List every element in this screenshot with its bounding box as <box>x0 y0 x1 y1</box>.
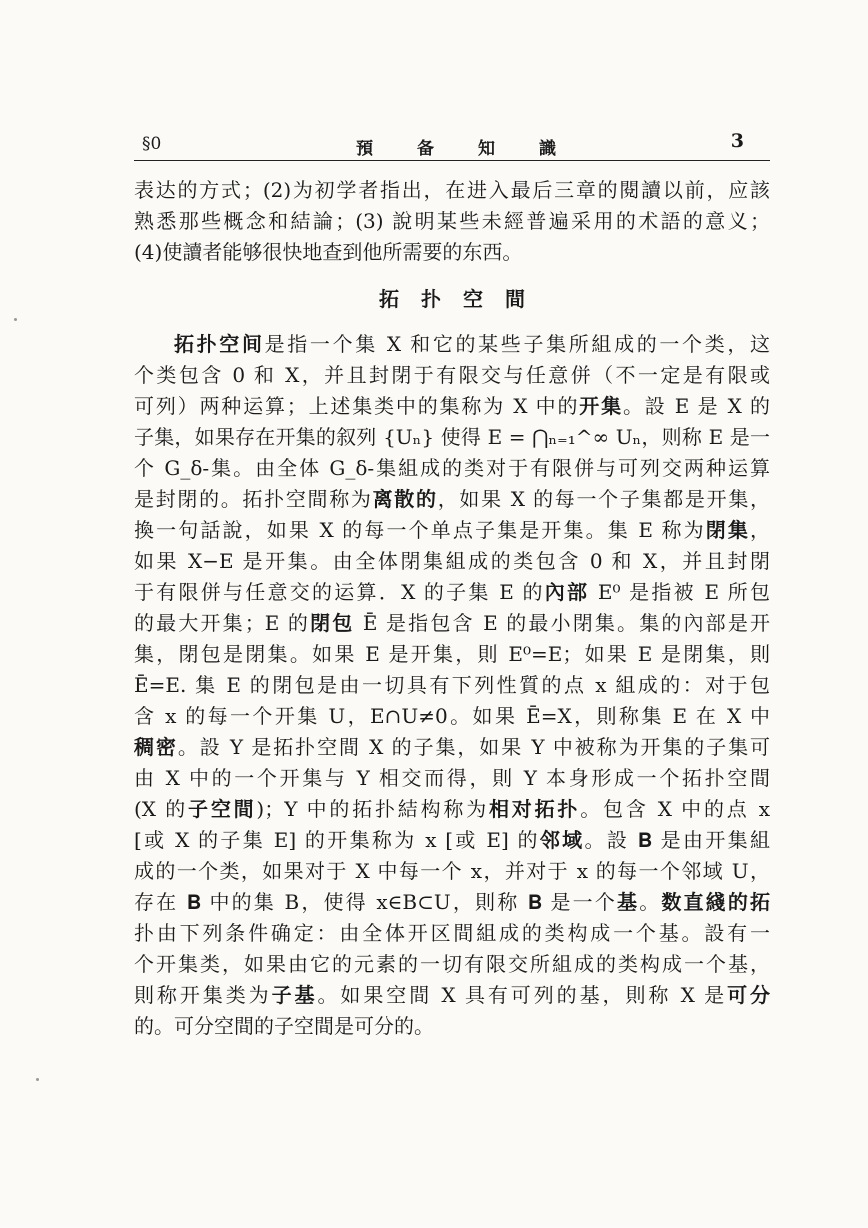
text-run: 。設 Y 是拓扑空間 X 的子集，如果 Y 中被称为开集的子集可 <box>177 735 770 759</box>
term-bold: 閉包 <box>310 611 355 635</box>
text-run: [或 X 的子集 E] 的开集称为 x [或 E] 的 <box>134 828 540 852</box>
body-line <box>134 453 770 484</box>
body-line <box>134 360 770 391</box>
body-line <box>134 856 770 887</box>
term-bold: 子基 <box>271 983 318 1007</box>
text-run: E⁰ 是指被 E 所包 <box>589 580 770 604</box>
text-run: 。設 𝐁 是由开集組 <box>584 828 770 852</box>
body-line <box>134 484 770 515</box>
text-run: )；Y 中的拓扑結构称为 <box>256 797 489 821</box>
body-line <box>134 515 770 546</box>
body-line <box>134 732 770 763</box>
term-bold: 稠密 <box>134 735 178 759</box>
text-run: 。設 E 是 X 的 <box>622 394 770 418</box>
book-page <box>134 126 770 1042</box>
margin-speck <box>14 318 17 321</box>
text-run: 。包含 X 中的点 x <box>580 797 770 821</box>
definitions-paragraph <box>134 329 770 1042</box>
intro-line: 熟悉那些概念和結論；(3) 說明某些未經普遍采用的术語的意义； <box>134 209 770 233</box>
text-run: 个类包含 0 和 X，并且封閉于有限交与任意併（不一定是有限或 <box>134 363 770 387</box>
text-run: 含 x 的每一个开集 U，E∩U≠0。如果 Ē=X，則称集 E 在 X 中 <box>134 704 770 728</box>
text-run: ， <box>750 518 770 542</box>
text-run: 子集，如果存在开集的叙列 {Uₙ} 使得 E = ⋂ₙ₌₁^∞ Uₙ，则称 E 是一 <box>134 425 770 449</box>
body-line <box>134 670 770 701</box>
body-line <box>134 794 770 825</box>
body-line <box>134 608 770 639</box>
text-run: 成的一个类，如果对于 X 中每一个 x，并对于 x 的每一个邻域 U， <box>134 859 770 883</box>
body-line <box>134 1011 770 1042</box>
text-run: 可列）两种运算；上述集类中的集称为 X 中的 <box>134 394 580 418</box>
text-run: 如果 X−E 是开集。由全体閉集組成的类包含 0 和 X，并且封閉 <box>134 549 770 573</box>
text-run: 个开集类，如果由它的元素的一切有限交所組成的类构成一个基， <box>134 952 770 976</box>
text-run: 是封閉的。拓扑空間称为 <box>134 487 373 511</box>
text-run: 則称开集类为 <box>134 983 272 1007</box>
text-run: 扑由下列条件确定：由全体开区間組成的类构成一个基。設有一 <box>134 921 770 945</box>
body-line <box>134 980 770 1011</box>
text-run: 換一句話說，如果 X 的每一个单点子集是开集。集 E 称为 <box>134 518 706 542</box>
text-run: 是指一个集 X 和它的某些子集所組成的一个类，这 <box>264 332 770 356</box>
term-bold: 离散的 <box>372 487 438 511</box>
margin-speck <box>36 1078 39 1081</box>
term-bold: 基 <box>617 890 640 914</box>
body-line <box>134 887 770 918</box>
intro-paragraph <box>134 175 770 268</box>
section-heading: 拓扑空間 <box>379 287 547 311</box>
page-number: 3 <box>730 130 744 152</box>
body-line <box>134 949 770 980</box>
text-run: ，如果 X 的每一个子集都是开集， <box>437 487 770 511</box>
text-run: 的。可分空間的子空間是可分的。 <box>134 1014 434 1038</box>
term-bold: 开集 <box>579 394 623 418</box>
text-run: 。 <box>639 890 662 914</box>
text-run: 集，閉包是閉集。如果 E 是开集，則 E⁰=E；如果 E 是閉集，則 <box>134 642 770 666</box>
body-line <box>134 701 770 732</box>
body-line <box>134 639 770 670</box>
body-line <box>134 422 770 453</box>
body-line <box>134 546 770 577</box>
term-bold: 閉集 <box>705 518 750 542</box>
intro-line: (4)使讀者能够很快地查到他所需要的东西。 <box>134 240 523 264</box>
term-bold: 可分 <box>727 983 770 1007</box>
text-run: 。如果空間 X 具有可列的基，則称 X 是 <box>317 983 728 1007</box>
text-run: 的最大开集；E 的 <box>134 611 311 635</box>
text-run: 个 G_δ-集。由全体 G_δ-集組成的类对于有限併与可列交两种运算 <box>134 456 770 480</box>
text-run: 于有限併与任意交的运算．X 的子集 E 的 <box>134 580 545 604</box>
chapter-title: 預备知識 <box>356 139 600 159</box>
body-line <box>134 577 770 608</box>
running-header <box>134 126 770 161</box>
term-bold: 数直綫的拓 <box>661 890 770 914</box>
body-line <box>134 918 770 949</box>
body-line <box>134 391 770 422</box>
section-number: §0 <box>142 134 162 154</box>
term-bold: 拓扑空间 <box>174 332 265 356</box>
body-line <box>134 825 770 856</box>
term-bold: 內部 <box>544 580 590 604</box>
body-line <box>134 763 770 794</box>
intro-line: 表达的方式；(2)为初学者指出，在进入最后三章的閱讀以前，应該 <box>134 178 770 202</box>
text-run: 由 X 中的一个开集与 Y 相交而得，則 Y 本身形成一个拓扑空間 <box>134 766 770 790</box>
term-bold: 邻域 <box>539 828 585 852</box>
text-run: Ē=E. 集 E 的閉包是由一切具有下列性質的点 x 組成的：对于包 <box>134 673 770 697</box>
body-line <box>134 329 770 360</box>
term-bold: 子空間 <box>188 797 257 821</box>
text-run: 存在 𝐁 中的集 B，使得 x∈B⊂U，則称 𝐁 是一个 <box>134 890 618 914</box>
text-run: (X 的 <box>134 797 189 821</box>
text-run: Ē 是指包含 E 的最小閉集。集的內部是开 <box>354 611 770 635</box>
term-bold: 相对拓扑 <box>489 797 581 821</box>
